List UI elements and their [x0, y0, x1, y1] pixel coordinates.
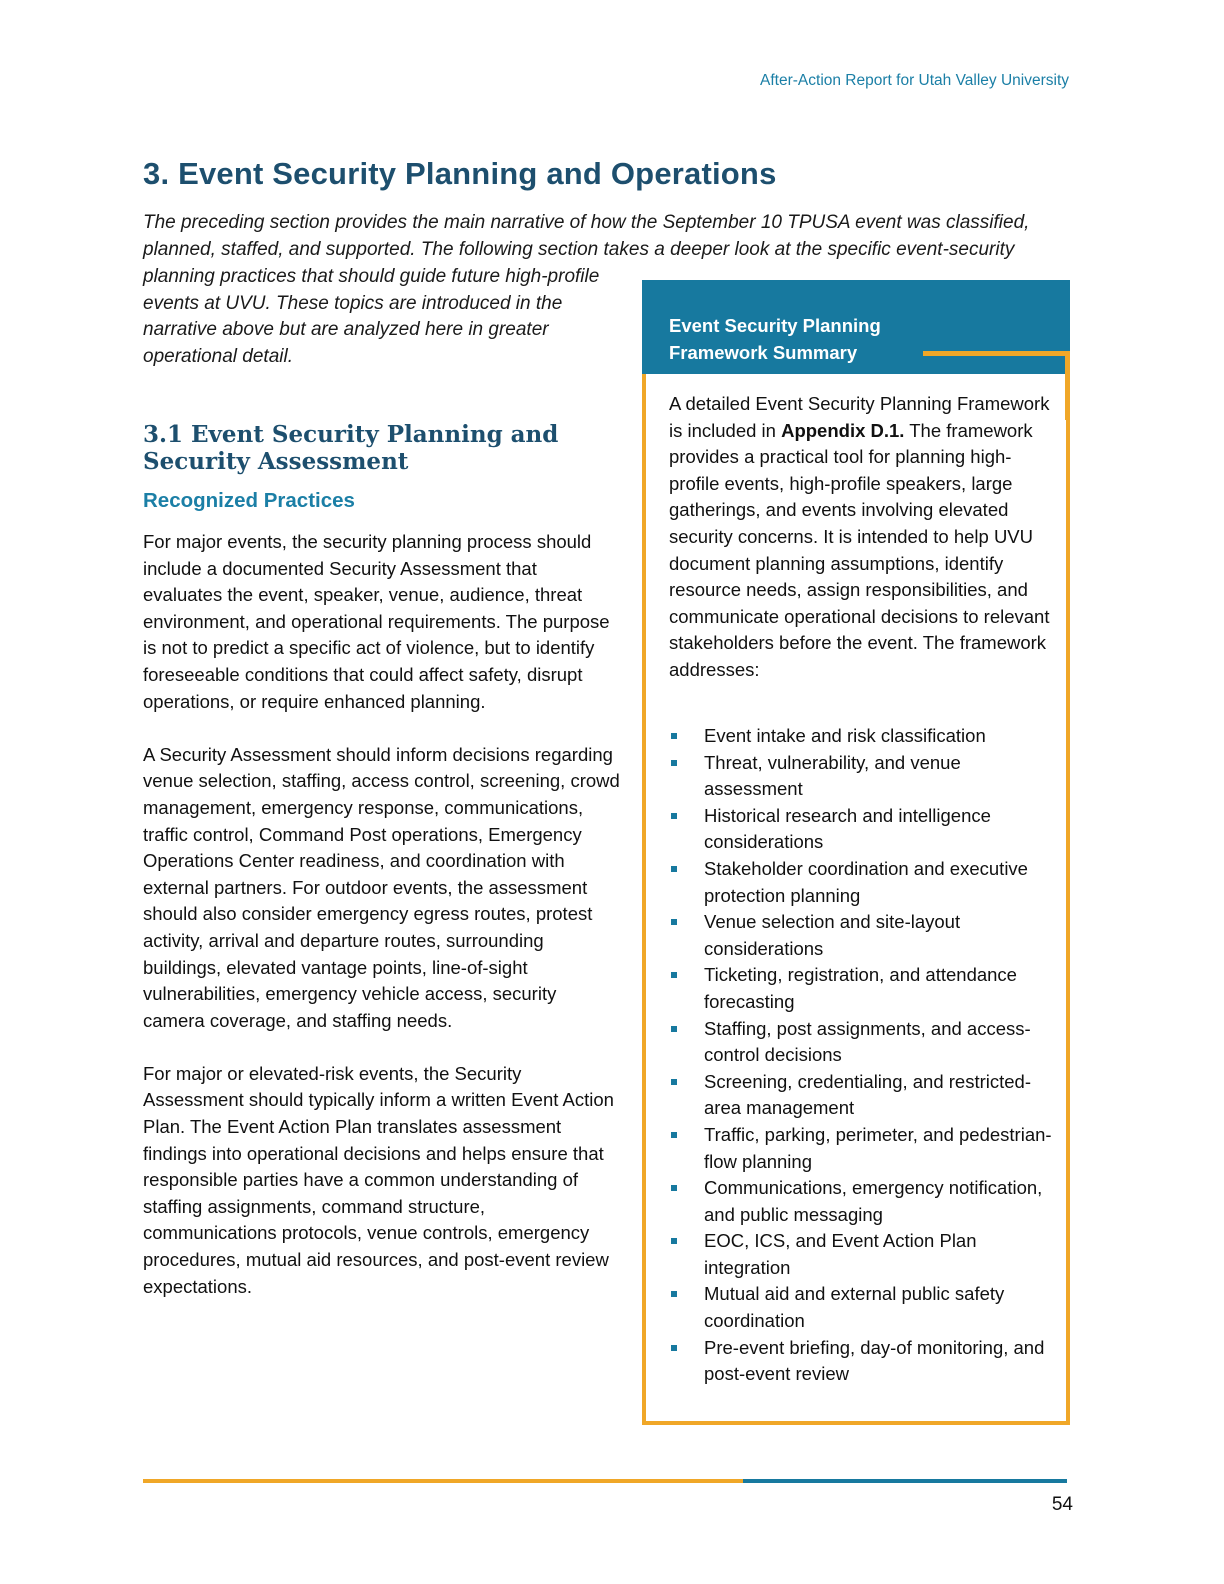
framework-summary-sidebar — [642, 280, 1070, 1425]
footer-rule-blue — [743, 1479, 1067, 1483]
square-bullet-icon — [671, 866, 677, 872]
intro-text-narrow: planning practices that should guide future high-profile events at UVU. These topics are introduced in the narrative above but are analyzed here in greater operational detail. — [143, 266, 600, 367]
list-item — [669, 962, 1059, 1015]
square-bullet-icon — [671, 972, 677, 978]
list-item — [669, 1122, 1059, 1175]
sidebar-text-before: A detailed Event Security Planning Framework is included in — [669, 393, 1050, 441]
body-paragraph: A Security Assessment should inform decisions regarding venue selection, staffing, access control, screening, crowd management, emergency response, communications, traffic control, Command Post operations, Emergency Operations Center readiness, and coordination with external partners. For outdoor events, the assessment should also consider emergency egress routes, protest activity, arrival and departure routes, surrounding buildings, elevated vantage points, line-of-sight vulnerabilities, emergency vehicle access, security camera coverage, and staffing needs. — [143, 743, 620, 1031]
list-item — [669, 856, 1059, 909]
square-bullet-icon — [671, 1291, 677, 1297]
footer-rule-gold — [143, 1479, 743, 1483]
list-item — [669, 1069, 1059, 1122]
list-item-text: EOC, ICS, and Event Action Plan integration — [704, 1230, 977, 1278]
list-item — [669, 909, 1059, 962]
list-item-text: Traffic, parking, perimeter, and pedestrian-flow planning — [704, 1123, 1052, 1172]
list-item-text: Historical research and intelligence considerations — [704, 804, 991, 853]
square-bullet-icon — [671, 1345, 677, 1351]
sidebar-text-after: The framework provides a practical tool for planning high-profile events, high-profile speakers, large gatherings, and events involving elevated security concerns. It is intended to help UVU document planning assumptions, identify resource needs, assign responsibilities, and communicate operational decisions to relevant stakeholders before the event. The framework addresses: — [669, 419, 1050, 680]
square-bullet-icon — [671, 1185, 677, 1191]
body-paragraph: For major events, the security planning process should include a documented Security Assessment that evaluates the event, speaker, venue, audience, threat environment, and operational requirements. The purpose is not to predict a specific act of violence, but to identify foreseeable conditions that could affect safety, disrupt operations, or require enhanced planning. — [143, 531, 610, 712]
list-item-text: Stakeholder coordination and executive protection planning — [704, 857, 1028, 906]
subsection-title: 3.1 Event Security Planning and Security Assessment — [143, 421, 559, 475]
list-item-text: Staffing, post assignments, and access-control decisions — [704, 1017, 1031, 1066]
sidebar-title: Event Security Planning Framework Summary — [669, 315, 881, 363]
body-column — [143, 529, 621, 1327]
list-item-text: Mutual aid and external public safety coordination — [704, 1283, 1005, 1332]
list-item-text: Ticketing, registration, and attendance forecasting — [704, 964, 1017, 1012]
intro-text-wide: The preceding section provides the main narrative of how the September 10 TPUSA event was classified, planned, staffed, and supported. The following section takes a deeper look at the specific event-security — [143, 212, 1030, 260]
square-bullet-icon — [671, 1026, 677, 1032]
square-bullet-icon — [671, 919, 677, 925]
list-item-text: Pre-event briefing, day-of monitoring, and post-event review — [704, 1336, 1045, 1385]
list-item-text: Communications, emergency notification, and public messaging — [704, 1177, 1043, 1225]
sidebar-header — [642, 280, 1070, 374]
square-bullet-icon — [671, 813, 677, 819]
list-item-text: Venue selection and site-layout considerations — [704, 911, 961, 959]
list-item — [669, 1281, 1059, 1334]
list-item — [669, 750, 1059, 803]
square-bullet-icon — [671, 733, 677, 739]
list-item-text: Screening, credentialing, and restricted-area management — [704, 1070, 1032, 1119]
page-number: 54 — [1051, 1494, 1073, 1515]
sidebar-description — [669, 391, 1059, 684]
section-title: 3. Event Security Planning and Operations — [143, 156, 777, 191]
list-item — [669, 1016, 1059, 1069]
framework-topics-list — [669, 723, 1059, 1388]
appendix-reference: Appendix D.1. — [781, 419, 905, 441]
list-item — [669, 1335, 1059, 1388]
running-header: After-Action Report for Utah Valley University — [760, 72, 1069, 89]
list-item — [669, 723, 1059, 750]
square-bullet-icon — [671, 1079, 677, 1085]
square-bullet-icon — [671, 760, 677, 766]
square-bullet-icon — [671, 1238, 677, 1244]
list-item — [669, 1175, 1059, 1228]
list-item-text: Threat, vulnerability, and venue assessment — [704, 751, 961, 800]
square-bullet-icon — [671, 1132, 677, 1138]
list-item — [669, 1228, 1059, 1281]
list-item — [669, 803, 1059, 856]
list-item-text: Event intake and risk classification — [704, 725, 986, 746]
body-paragraph: For major or elevated-risk events, the Security Assessment should typically inform a written Event Action Plan. The Event Action Plan translates assessment findings into operational decisions and helps ensure that responsible parties have a common understanding of staffing assignments, command structure, communications protocols, venue controls, emergency procedures, mutual aid resources, and post-event review expectations. — [143, 1062, 614, 1297]
sidebar-accent-bar — [923, 351, 1070, 356]
recognized-practices-heading: Recognized Practices — [143, 489, 355, 512]
